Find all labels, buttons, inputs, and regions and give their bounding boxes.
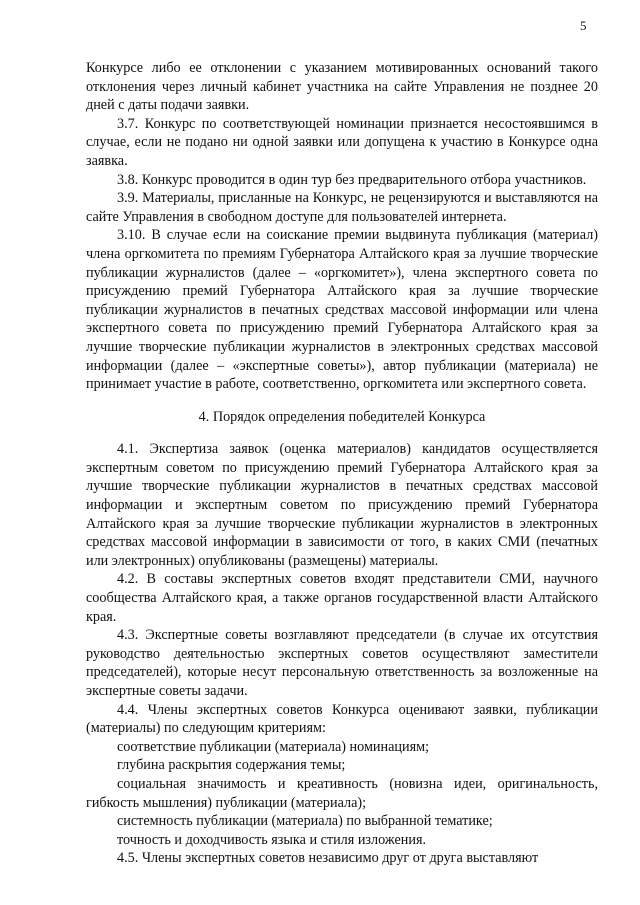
paragraph-3-7: 3.7. Конкурс по соответствующей номинации признается несостоявшимся в случае, если не подано ни одной заявки или допущена к участию в Конкурсе одна заявка. (86, 115, 598, 169)
paragraph-3-8: 3.8. Конкурс проводится в один тур без предварительного отбора участников. (117, 171, 587, 188)
criteria-item: точность и доходчивость языка и стиля изложения. (117, 831, 427, 848)
document-body (86, 59, 598, 868)
paragraph-4-2: 4.2. В составы экспертных советов входят представители СМИ, научного сообщества Алтайского края, а также органов государственной власти Алтайского края. (86, 571, 598, 625)
criteria-item: системность публикации (материала) по выбранной тематике; (117, 813, 493, 830)
section-heading: 4. Порядок определения победителей Конкурса (198, 408, 486, 425)
paragraph-3-9: 3.9. Материалы, присланные на Конкурс, не рецензируются и выставляются на сайте Управления в свободном доступе для пользователей интернета. (86, 190, 598, 225)
paragraph-3-10: 3.10. В случае если на соискание премии выдвинута публикация (материал) члена оргкомитета по премиям Губернатора Алтайского края за лучшие творческие публикации журналистов (далее – «оргкомитет»), члена экспертного совета по присуждению премий Губернатора Алтайского края за лучшие творческие публикации журналистов в печатных средствах массовой информации или члена экспертного совета по присуждению премий Губернатора Алтайского края за лучшие творческие публикации журналистов в электронных средствах массовой информации (далее – «экспертные советы»), автор публикации (материала) не принимает участие в работе, соответственно, оргкомитета или экспертного совета. (86, 227, 598, 393)
page-number: 5 (580, 18, 587, 33)
criteria-item: соответствие публикации (материала) номинациям; (117, 738, 430, 755)
criteria-item: социальная значимость и креативность (новизна идеи, оригинальность, гибкость мышления) публикации (материала); (86, 775, 598, 811)
paragraph-4-5: 4.5. Члены экспертных советов независимо друг от друга выставляют (117, 850, 539, 867)
paragraph-4-3: 4.3. Экспертные советы возглавляют председатели (в случае их отсутствия руководство деятельностью экспертных советов осуществляют заместители председателей), которые несут персональную ответственность за возложенные на экспертные советы задачи. (86, 627, 598, 699)
paragraph-4-1: 4.1. Экспертиза заявок (оценка материалов) кандидатов осуществляется экспертным советом по присуждению премий Губернатора Алтайского края за лучшие творческие публикации журналистов в печатных средствах массовой информации и экспертным советом по присуждению премий Губернатора Алтайского края за лучшие творческие публикации журналистов в электронных средствах массовой информации в зависимости от того, в каких СМИ (печатных или электронных) опубликованы (размещены) материалы. (86, 441, 598, 569)
paragraph-4-4: 4.4. Члены экспертных советов Конкурса оценивают заявки, публикации (материалы) по следующим критериям: (86, 701, 598, 737)
paragraph-continuation: Конкурсе либо ее отклонении с указанием мотивированных оснований такого отклонения через личный кабинет участника на сайте Управления не позднее 20 дней с даты подачи заявки. (86, 60, 598, 114)
criteria-item: глубина раскрытия содержания темы; (117, 757, 346, 774)
